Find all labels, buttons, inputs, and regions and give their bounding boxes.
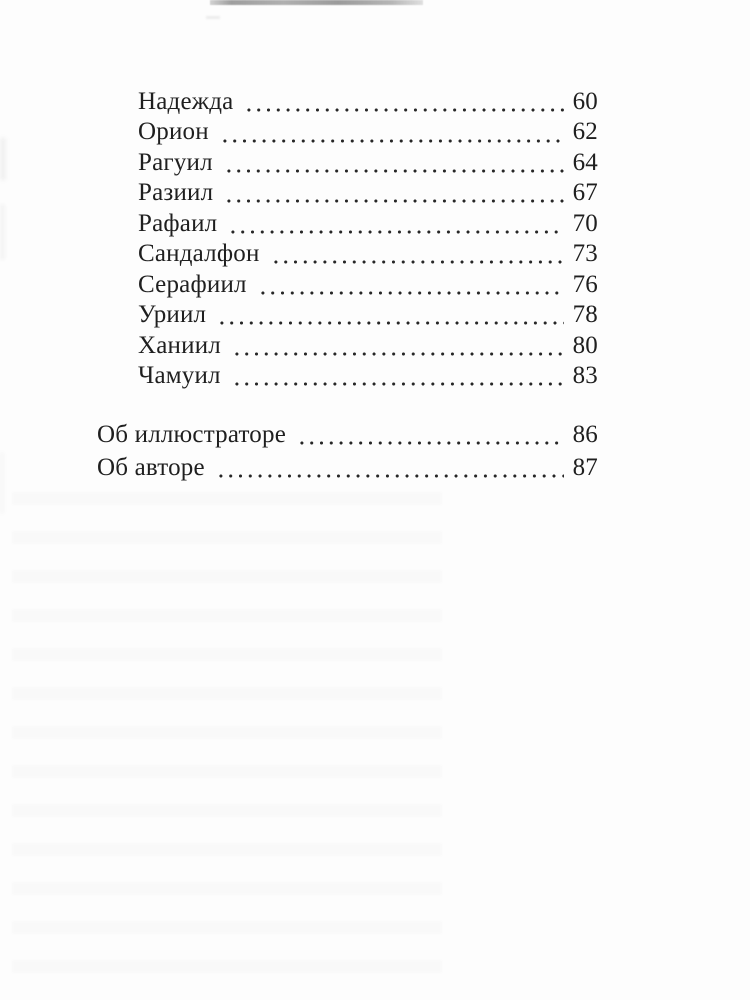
toc-entry-page-number: 60 [572,88,598,115]
toc-leader-dots [242,87,564,117]
toc-entry [97,331,598,361]
table-of-contents [97,87,598,484]
toc-entry-page-number: 70 [572,209,598,237]
toc-entry-page-number: 86 [572,421,598,449]
toc-leader-dots [222,148,564,178]
toc-entry-label: Уриил [138,301,207,329]
toc-entry [97,178,598,208]
toc-entry-page-number: 67 [572,179,598,207]
toc-entry [97,361,598,391]
toc-leader-dots [226,209,564,239]
toc-leader-dots [230,331,564,361]
toc-entry [97,117,598,147]
toc-leader-dots [222,178,564,208]
toc-entry-page-number: 87 [572,454,598,482]
toc-entry [97,300,598,330]
toc-entry-label: Ханиил [138,331,221,359]
toc-leader-dots [256,270,564,300]
toc-entry [97,209,598,239]
toc-entry [97,451,598,484]
scan-artifact-speck [206,16,220,19]
toc-entry-label: Сандалфон [138,240,260,268]
toc-entry-label: Серафиил [138,270,247,298]
toc-entry-page-number: 80 [572,331,598,359]
toc-entry-label: Орион [138,118,209,146]
scan-bleedthrough-ghost [12,492,442,997]
scan-edge-smudge [0,452,4,514]
toc-entry-page-number: 73 [572,240,598,268]
toc-entry [97,87,598,117]
toc-entry-label: Об иллюстраторе [97,421,286,449]
toc-entry-page-number: 83 [572,361,598,389]
toc-entry [97,239,598,269]
toc-entry [97,270,598,300]
toc-leader-dots [214,451,564,484]
toc-entry-page-number: 76 [572,270,598,298]
toc-entry-page-number: 64 [572,148,598,176]
toc-entry-label: Об авторе [97,454,205,482]
scan-edge-smudge [0,204,5,260]
scan-artifact-cutoff-text-bar [210,0,423,5]
toc-entry-label: Надежда [138,88,234,115]
toc-entry-page-number: 78 [572,301,598,329]
toc-entry-page-number: 62 [572,118,598,146]
toc-entry-label: Чамуил [138,361,221,389]
toc-leader-dots [295,418,564,451]
toc-leader-dots [230,361,564,391]
toc-leader-dots [215,300,564,330]
toc-leader-dots [218,117,564,147]
toc-entry [97,418,598,451]
toc-entry-label: Рафаил [138,209,218,237]
toc-entry-label: Рагуил [138,148,213,176]
toc-leader-dots [269,239,564,269]
toc-entry [97,148,598,178]
scan-edge-smudge [0,138,6,180]
toc-entry-label: Разиил [138,179,214,207]
